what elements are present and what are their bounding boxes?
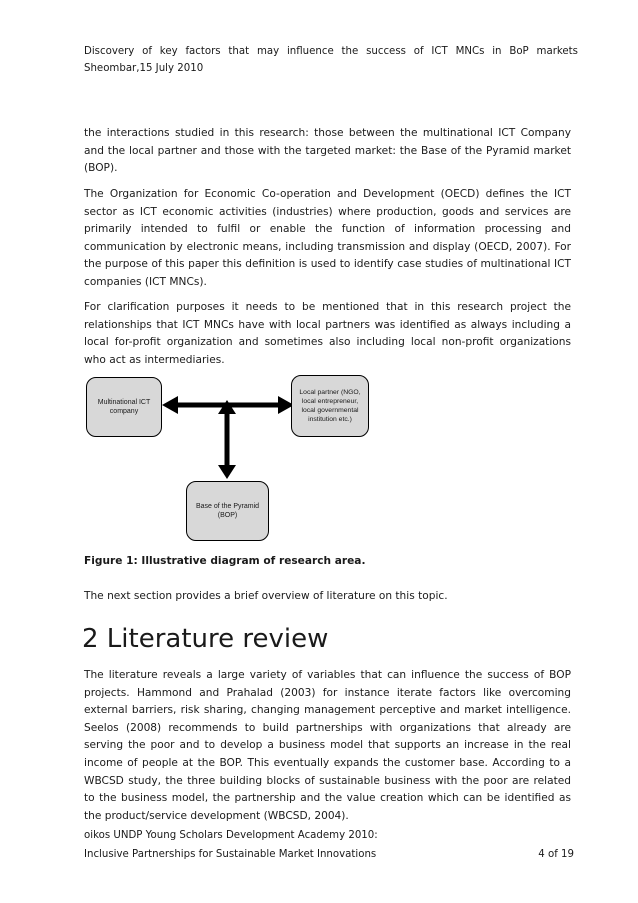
arrowhead-down <box>218 465 236 479</box>
bop-box: Base of the Pyramid (BOP) <box>186 481 269 541</box>
research-area-diagram <box>84 368 384 548</box>
mnc-box: Multinational ICT company <box>86 377 162 437</box>
paragraph-3: For clarification purposes it needs to be mentioned that in this research project the relationships that ICT MNCs have with local partners was identified as always including a local for-profit organization and sometimes also including local non-profit organizations who act as intermediaries. <box>84 301 571 366</box>
page-number: 4 of 19 <box>538 849 574 860</box>
arrowhead-left <box>162 396 178 414</box>
section-heading: 2 Literature review <box>82 624 329 654</box>
figure-caption: Figure 1: Illustrative diagram of research area. <box>84 555 366 567</box>
local-partner-box: Local partner (NGO, local entrepreneur, local governmental institution etc.) <box>291 375 369 437</box>
footer-line-2: Inclusive Partnerships for Sustainable Market Innovations <box>84 849 377 860</box>
running-header: Discovery of key factors that may influence the success of ICT MNCs in BoP markets Sheombar,15 July 2010 <box>84 46 578 74</box>
paragraph-1: the interactions studied in this research: those between the multinational ICT Company and the local partner and those with the targeted market: the Base of the Pyramid market (BOP). <box>84 127 571 175</box>
next-section-text: The next section provides a brief overview of literature on this topic. <box>84 590 448 602</box>
paragraph-2: The Organization for Economic Co-operation and Development (OECD) defines the ICT sector as ICT economic activities (industries) where production, goods and services are primarily intended to fulfil or enable the function of information processing and communication by electronic means, including transmission and display (OECD, 2007). For the purpose of this paper this definition is used to identify case studies of multinational ICT companies (ICT MNCs). <box>84 188 571 288</box>
literature-paragraph: The literature reveals a large variety of variables that can influence the success of BOP projects. Hammond and Prahalad (2003) for instance iterate factors like overcoming external barriers, risk sharing, changing management perceptive and market intelligence. Seelos (2008) recommends to build partnerships with organizations that already are serving the poor and to develop a business model that supports an increase in the real income of people at the BOP. This eventually expands the customer base. According to a WBCSD study, the three building blocks of sustainable business with the poor are related to the business model, the partnership and the value creation which can be identified as the product/service development (WBCSD, 2004). <box>84 669 571 822</box>
footer-line-1: oikos UNDP Young Scholars Development Academy 2010: <box>84 830 378 841</box>
page-footer <box>84 826 574 864</box>
